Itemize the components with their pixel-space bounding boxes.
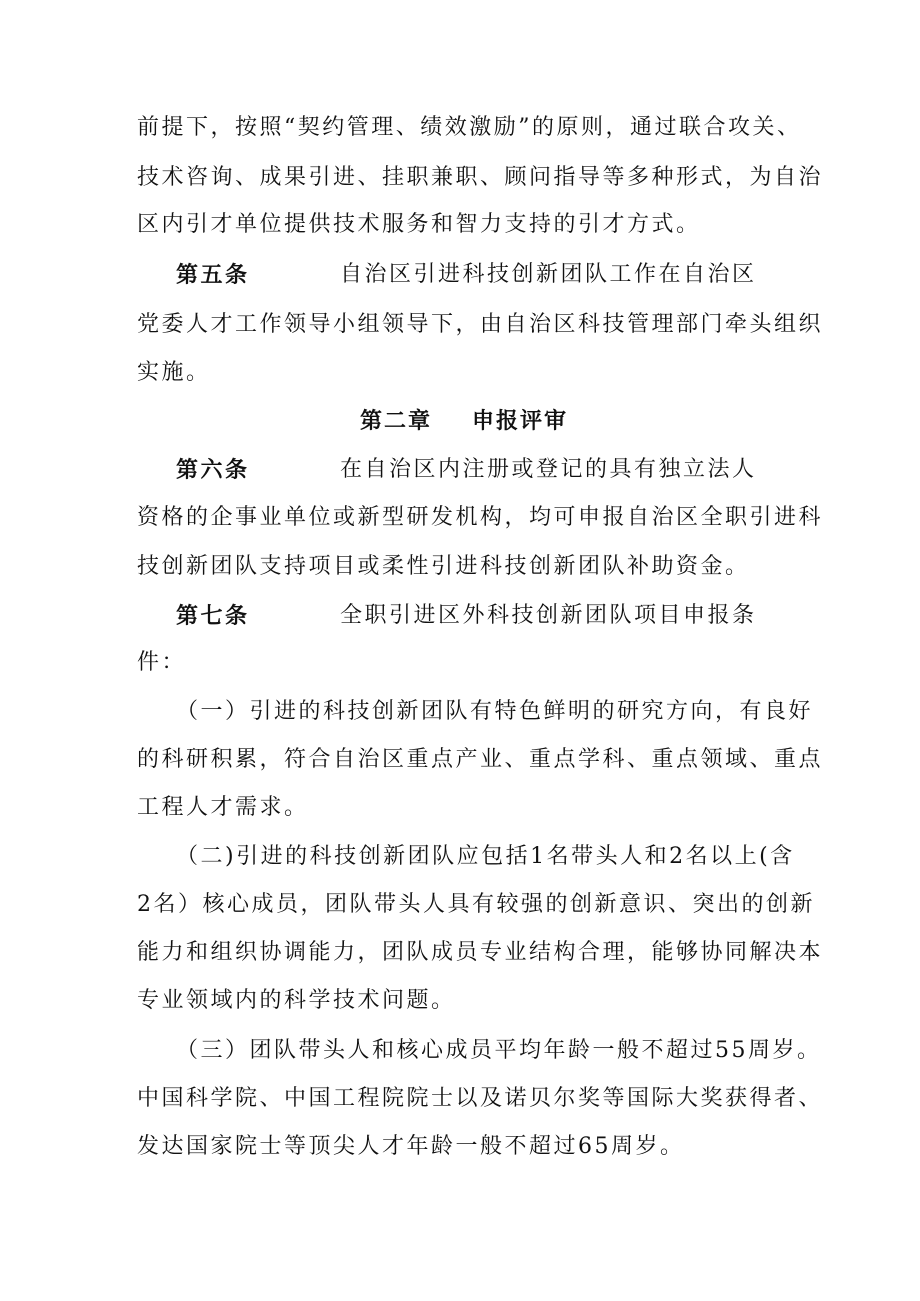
paragraph-line: 实施。 <box>137 360 211 385</box>
article-7-text: 全职引进区外科技创新团队项目申报条 <box>340 603 757 628</box>
item-3-line: （三）团队带头人和核心成员平均年龄一般不超过55周岁。 <box>176 1038 822 1063</box>
article-5-text: 自治区引进科技创新团队工作在自治区 <box>340 262 757 287</box>
paragraph-line: 党委人才工作领导小组领导下，由自治区科技管理部门牵头组织 <box>137 312 824 337</box>
paragraph-line: 区内引才单位提供技术服务和智力支持的引才方式。 <box>137 212 701 237</box>
paragraph-line: 能力和组织协调能力，团队成员专业结构合理，能够协同解决本 <box>137 940 824 965</box>
article-5 <box>176 260 250 291</box>
paragraph-line: 专业领域内的科学技术问题。 <box>137 988 456 1013</box>
paragraph-line: 2名）核心成员，团队带头人具有较强的创新意识、突出的创新 <box>137 892 815 917</box>
paragraph-line: 技术咨询、成果引进、挂职兼职、顾问指导等多种形式，为自治 <box>137 165 824 190</box>
article-6-text: 在自治区内注册或登记的具有独立法人 <box>340 457 757 482</box>
chapter-title: 申报评审 <box>472 408 569 434</box>
paragraph-line: 中国科学院、中国工程院院士以及诺贝尔奖等国际大奖获得者、 <box>137 1086 824 1111</box>
item-1-line: （一）引进的科技创新团队有特色鲜明的研究方向，有良好 <box>176 699 814 724</box>
article-6-label: 第六条 <box>176 457 250 483</box>
paragraph-line: 发达国家院士等顶尖人才年龄一般不超过65周岁。 <box>137 1134 685 1159</box>
item-2-line: （二)引进的科技创新团队应包括1名带头人和2名以上(含 <box>176 844 795 869</box>
paragraph-line: 件： <box>137 650 187 675</box>
chapter-number: 第二章 <box>360 408 433 434</box>
chapter-heading <box>360 406 568 436</box>
paragraph-line: 的科研积累，符合自治区重点产业、重点学科、重点领域、重点 <box>137 747 824 772</box>
paragraph-line: 技创新团队支持项目或柔性引进科技创新团队补助资金。 <box>137 554 750 579</box>
article-6 <box>176 455 250 486</box>
paragraph-line: 资格的企事业单位或新型研发机构，均可申报自治区全职引进科 <box>137 505 824 530</box>
article-7 <box>176 601 250 632</box>
article-7-label: 第七条 <box>176 603 250 629</box>
article-5-label: 第五条 <box>176 262 250 288</box>
paragraph-line: 前提下，按照“契约管理、绩效激励”的原则，通过联合攻关、 <box>137 115 802 140</box>
paragraph-line: 工程人才需求。 <box>137 795 309 820</box>
